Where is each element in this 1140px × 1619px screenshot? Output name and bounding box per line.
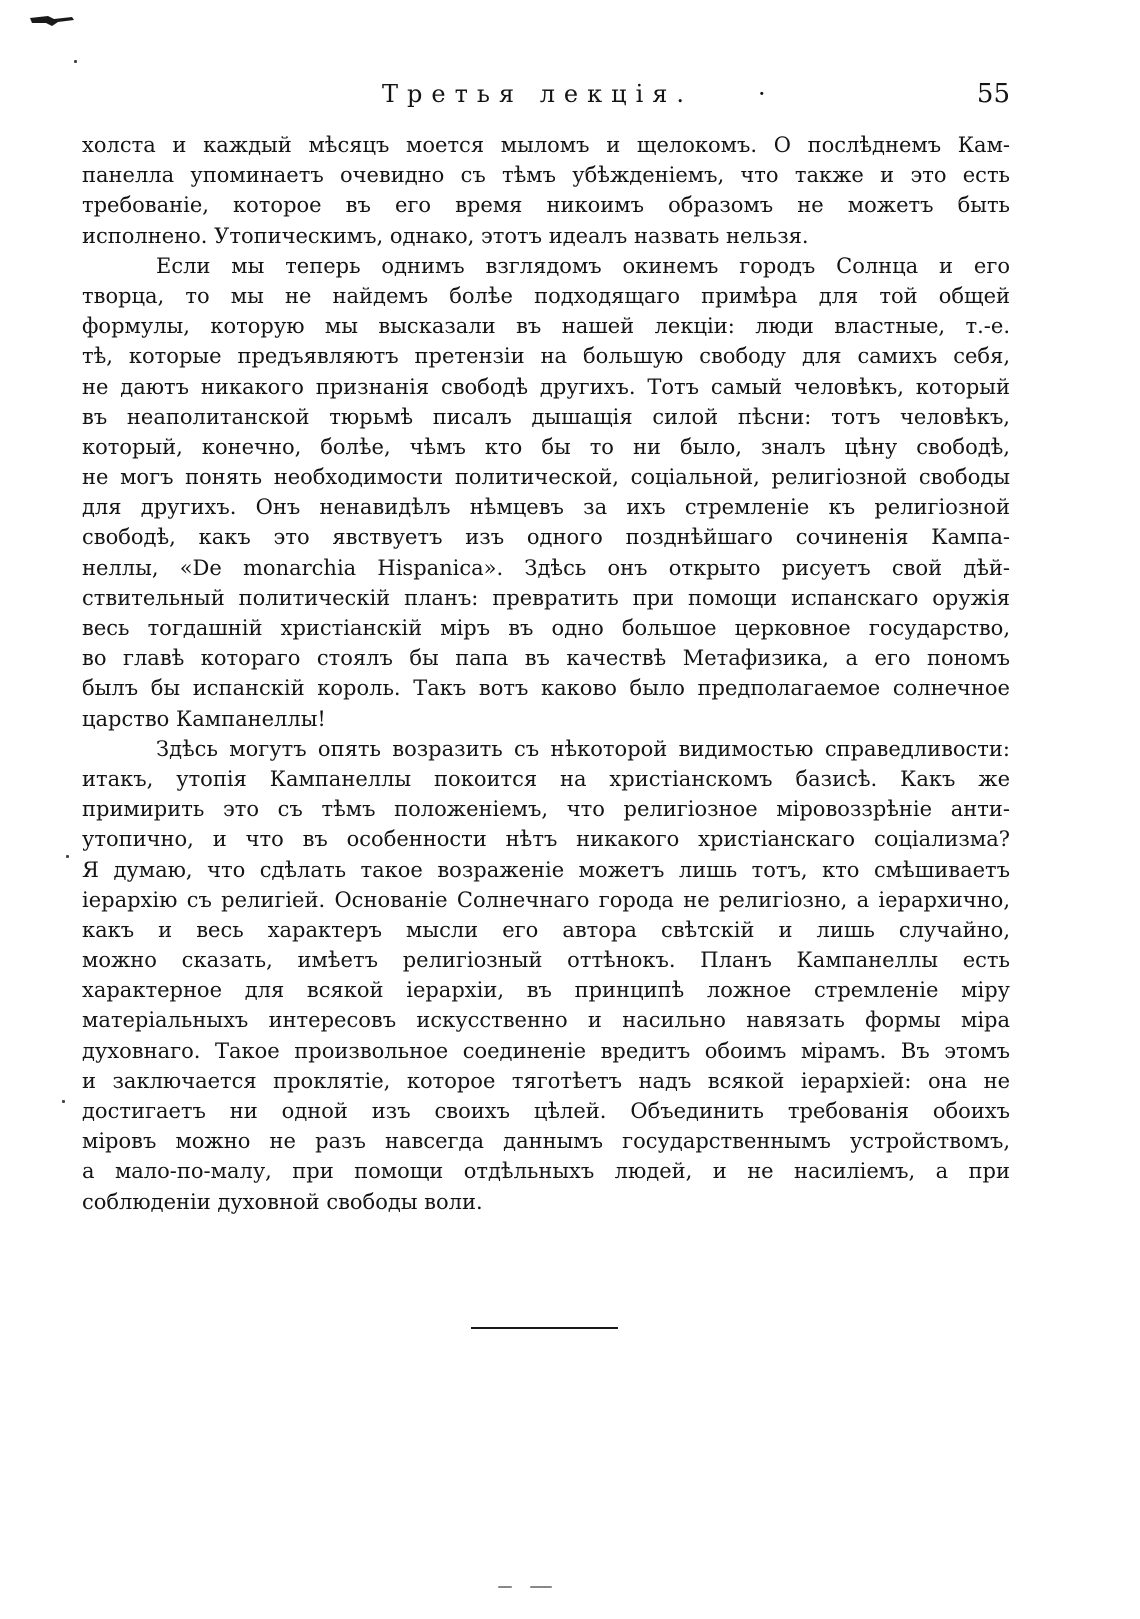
text-line: утопично, и что въ особенности нѣтъ никакого христіанскаго соціализма? — [82, 827, 1010, 852]
text-line: Здѣсь могутъ опять возразить съ нѣкоторой видимостью справедливости: — [156, 736, 1010, 761]
scan-speck — [74, 60, 77, 63]
text-line: былъ бы испанскій король. Такъ вотъ каково было предполагаемое солнечное — [82, 676, 1010, 701]
text-line: можно сказать, имѣетъ религіозный оттѣнокъ. Планъ Кампанеллы есть — [82, 948, 1010, 973]
scan-corner-mark — [28, 14, 88, 28]
text-line: какъ и весь характеръ мысли его автора свѣтскій и лишь случайно, — [82, 917, 1010, 942]
text-line: исполнено. Утопическимъ, однако, этотъ идеалъ назвать нельзя. — [82, 223, 809, 248]
text-line: тѣ, которые предъявляютъ претензіи на большую свободу для самихъ себя, — [82, 344, 1010, 369]
scan-speck — [62, 1100, 65, 1103]
text-line: соблюденіи духовной свободы воли. — [82, 1189, 483, 1214]
body-text — [82, 130, 1010, 1217]
text-line: панелла упоминаетъ очевидно съ тѣмъ убѣжденіемъ, что также и это есть — [82, 163, 1010, 188]
running-title: Третья лекція. — [382, 80, 694, 108]
text-line: не даютъ никакого признанія свободѣ другихъ. Тотъ самый человѣкъ, который — [82, 374, 1010, 399]
text-line: царство Кампанеллы! — [82, 706, 326, 731]
text-line: требованіе, которое въ его время никоимъ образомъ не можетъ быть — [82, 193, 1010, 218]
text-line: а мало-по-малу, при помощи отдѣльныхъ людей, и не насиліемъ, а при — [82, 1159, 1010, 1184]
text-line: въ неаполитанской тюрьмѣ писалъ дышащія силой пѣсни: тотъ человѣкъ, — [82, 404, 1010, 429]
scan-speck — [498, 1586, 512, 1588]
text-line: весь тогдашній христіанскій міръ въ одно большое церковное государство, — [82, 616, 1010, 640]
text-line: міровъ можно не разъ навсегда даннымъ государственнымъ устройствомъ, — [82, 1129, 1010, 1154]
header-dot: · — [758, 80, 766, 108]
text-line: итакъ, утопія Кампанеллы покоится на христіанскомъ базисѣ. Какъ же — [82, 766, 1010, 791]
text-line: Я думаю, что сдѣлать такое возраженіе можетъ лишь тотъ, кто смѣшиваетъ — [82, 857, 1010, 882]
text-line: свободѣ, какъ это явствуетъ изъ одного позднѣйшаго сочиненія Кампа- — [82, 525, 1010, 550]
text-line: во главѣ котораго стоялъ бы папа въ качествѣ Метафизика, а его пономъ — [82, 646, 1010, 671]
page-number: 55 — [976, 79, 1010, 109]
text-line: и заключается проклятіе, которое тяготѣетъ надъ всякой іерархіей: она не — [82, 1068, 1010, 1093]
text-line: достигаетъ ни одной изъ своихъ цѣлей. Объединить требованія обоихъ — [82, 1099, 1010, 1123]
text-line: творца, то мы не найдемъ болѣе подходящаго примѣра для той общей — [82, 283, 1010, 308]
text-line: холста и каждый мѣсяцъ моется мыломъ и щелокомъ. О послѣднемъ Кам- — [82, 133, 1010, 157]
text-line: не могъ понять необходимости политической, соціальной, религіозной свободы — [82, 465, 1010, 490]
text-line: іерархію съ религіей. Основаніе Солнечнаго города не религіозно, а іерархично, — [82, 887, 1010, 912]
text-line: для другихъ. Онъ ненавидѣлъ нѣмцевъ за ихъ стремленіе къ религіозной — [82, 495, 1010, 520]
text-line: матеріальныхъ интересовъ искусственно и насильно навязать формы міра — [82, 1008, 1010, 1033]
text-line: неллы, «De monarchia Hispanica». Здѣсь онъ открыто рисуетъ свой дѣй- — [82, 555, 1010, 580]
text-line: примирить это съ тѣмъ положеніемъ, что религіозное міровоззрѣніе анти- — [82, 797, 1010, 822]
text-line: Если мы теперь однимъ взглядомъ окинемъ городъ Солнца и его — [156, 253, 1010, 278]
scan-speck — [66, 855, 69, 858]
text-line: который, конечно, болѣе, чѣмъ кто бы то ни было, зналъ цѣну свободѣ, — [82, 434, 1010, 459]
text-line: духовнаго. Такое произвольное соединеніе вредитъ обоимъ мірамъ. Въ этомъ — [82, 1038, 1010, 1063]
scan-speck — [530, 1586, 552, 1588]
section-end-rule — [471, 1327, 618, 1329]
text-line: ствительный политическій планъ: превратить при помощи испанскаго оружія — [82, 585, 1010, 610]
text-line: характерное для всякой іерархіи, въ принципѣ ложное стремленіе міру — [82, 978, 1010, 1003]
page-header — [82, 76, 1010, 112]
text-line: формулы, которую мы высказали въ нашей лекціи: люди властные, т.-е. — [82, 314, 1010, 339]
